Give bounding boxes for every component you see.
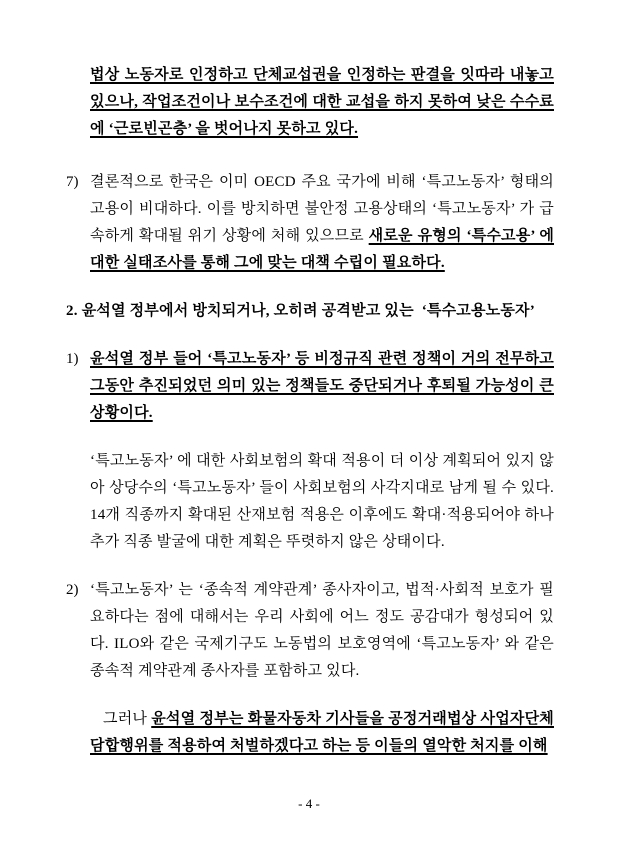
- item-marker-7: 7): [66, 174, 79, 190]
- paragraph-continuation: [90, 62, 554, 143]
- item-marker-2: 2): [66, 582, 79, 598]
- item-1-text: [90, 346, 554, 427]
- paragraph-social-insurance: ‘특고노동자’ 에 대한 사회보험의 확대 적용이 더 이상 계획되어 있지 않아 상당수의 ‘특고노동자’ 들이 사회보험의 사각지대로 남게 될 수 있다. 14개 직종까지 확대된 산재보험 적용은 이후에도 확대·적용되어야 하나 추가 직종 발굴에 대한 계획은 뚜렷하지 않은 상태이다.: [90, 453, 554, 550]
- emphasized-text: 새로운 유형의 ‘특수고용’ 에 대한 실태조사를 통해 그에 맞는 대책 수립이 필요하다.: [90, 228, 555, 271]
- numbered-item-7: [66, 169, 554, 277]
- emphasized-text: 법상 노동자로 인정하고 단체교섭권을 인정하는 판결을 잇따라 내놓고 있으나, 작업조건이나 보수조건에 대한 교섭을 하지 못하여 낮은 수수료에 ‘근로빈곤층’ 을 벗어나지 못하고 있다.: [90, 67, 554, 137]
- section-2-heading: 2. 윤석열 정부에서 방치되거나, 오히려 공격받고 있는 ‘특수고용노동자’: [66, 303, 535, 319]
- item-marker-1: 1): [66, 351, 79, 367]
- page-number: - 4 -: [298, 796, 320, 811]
- numbered-item-1: [66, 346, 554, 427]
- item-7-text: [90, 169, 554, 277]
- page-content: [66, 62, 554, 781]
- item-2-text: ‘특고노동자’ 는 ‘종속적 계약관계’ 종사자이고, 법적·사회적 보호가 필요하다는 점에 대해서는 우리 사회에 어느 정도 공감대가 형성되어 있다. ILO와 같은 국제기구도 노동법의 보호영역에 ‘특고노동자’ 와 같은 종속적 계약관계 종사자를 포함하고 있다.: [90, 582, 554, 679]
- emphasized-text: 윤석열 정부 들어 ‘특고노동자’ 등 비정규직 관련 정책이 거의 전무하고 그동안 추진되었던 의미 있는 정책들도 중단되거나 후퇴될 가능성이 큰 상황이다.: [90, 351, 554, 421]
- regular-text: 그러나: [103, 711, 152, 727]
- numbered-item-2: [66, 577, 554, 685]
- paragraph-however: [90, 706, 554, 760]
- emphasized-text: 윤석열 정부는 화물자동차 기사들을 공정거래법상 사업자단체 담합행위를 적용하여 처벌하겠다고 하는 등 이들의 열악한 처지를 이해: [90, 711, 554, 754]
- regular-text: 결론적으로 한국은 이미 OECD 주요 국가에 비해 ‘특고노동자’ 형태의 고용이 비대하다. 이를 방치하면 불안정 고용상태의 ‘특고노동자’ 가 급속하게 확대될 위기 상황에 처해 있으므로: [90, 174, 554, 244]
